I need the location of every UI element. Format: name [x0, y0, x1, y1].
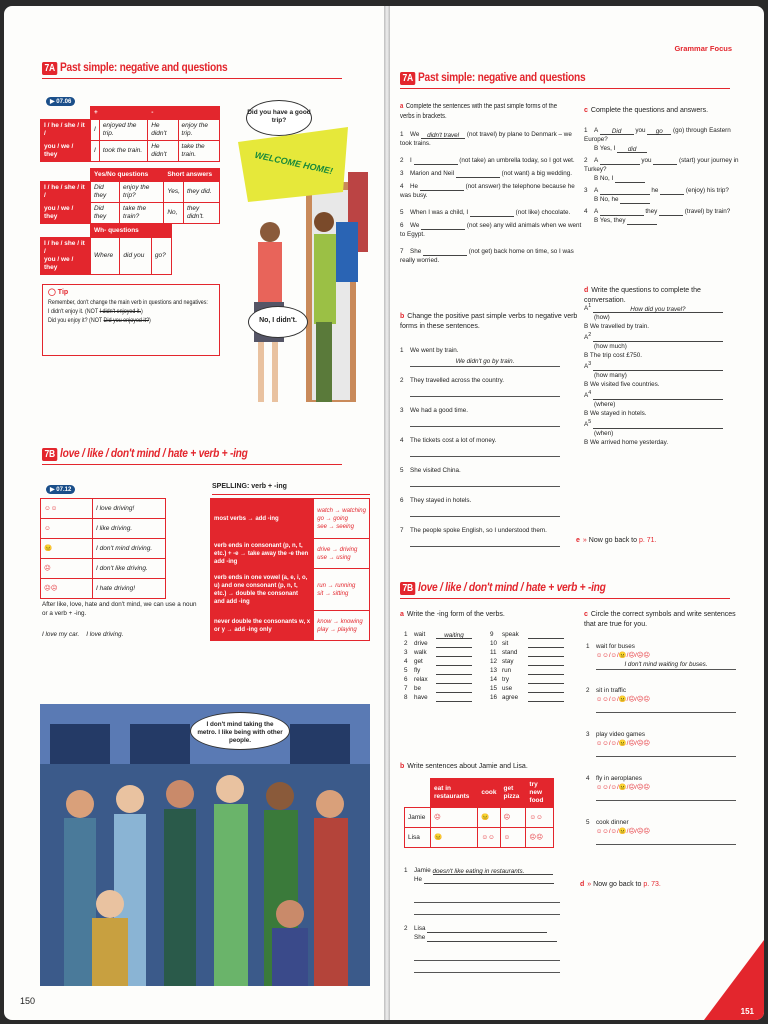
answer-field[interactable] [436, 694, 472, 702]
answer-field[interactable] [436, 676, 472, 684]
grammar-table-questions: Yes/No questions Short answers I / he / she / it / Did they enjoy the trip? Yes, they did. you / we / they Did they take the train? No, they didn't. [40, 168, 220, 224]
section-7b-heading: 7B love / like / don't mind / hate + verb + -ing [400, 580, 642, 595]
list-item: 5 She visited China. [400, 466, 580, 496]
list-item: 2 They travelled across the country. [400, 376, 580, 406]
go-back-7b: d » Now go back to p. 73. [580, 881, 661, 888]
spelling-title: SPELLING: verb + -ing [212, 483, 287, 490]
list-item: 1 A Did you go (go) through Eastern Europe? [584, 127, 731, 143]
page-number-right: 151 [740, 1007, 754, 1016]
arrow-icon: » [587, 881, 592, 888]
answer-field[interactable] [593, 421, 723, 429]
answer-field[interactable] [528, 631, 564, 639]
welcome-banner: WELCOME HOME! [253, 149, 334, 177]
answer-field[interactable] [436, 685, 472, 693]
list-item: 7 be [404, 684, 484, 693]
exercise-7a-c-items [584, 126, 744, 225]
ing-column-2 [490, 630, 580, 702]
list-item: 3 Marion and Neil (not want) a big wedding. [400, 170, 572, 177]
list-item: 5 fly [404, 666, 484, 675]
list-item: 4 get [404, 657, 484, 666]
answer-field[interactable] [596, 844, 736, 845]
list-item: 1 We didn't travel (not travel) by plane to Denmark – we took trains. [400, 131, 572, 147]
face-options[interactable]: ☺☺/☺/😐/☹/☹☹ [596, 784, 650, 791]
grammar-table-positive-negative: + - I / he / she / it / I enjoyed the trip. He didn't enjoy the trip. you / we / they I took the train. He didn't take the train. [40, 106, 220, 162]
answer-field[interactable] [528, 667, 564, 675]
section-rule [400, 88, 730, 89]
answer-field[interactable] [600, 208, 644, 216]
exercise-7b-c-items [586, 642, 736, 862]
list-item: B We stayed in hotels. [584, 410, 647, 418]
right-page [390, 6, 764, 1020]
section-rule [42, 464, 342, 465]
page-corner-decoration [704, 940, 764, 1020]
section-7a-heading [42, 60, 260, 75]
exercise-7a-a-items [400, 130, 582, 273]
list-item: B No, I [584, 174, 744, 183]
answer-field[interactable] [470, 209, 514, 217]
list-item: 3 play video games ☺☺/☺/😐/☹/☹☹ [586, 730, 736, 774]
answer-field[interactable] [436, 649, 472, 657]
note-examples: I love my car. I love driving. [42, 631, 124, 638]
list-item: B We travelled by train. [584, 323, 649, 331]
answer-field[interactable] [627, 217, 657, 225]
metro-illustration [40, 704, 370, 986]
list-item: 9 speak [490, 630, 580, 639]
list-item: 3 A he (enjoy) his trip? [584, 187, 729, 194]
answer-field[interactable] [436, 667, 472, 675]
list-item: 6 We (not see) any wild animals when we went to Egypt. [400, 222, 582, 238]
answer-field[interactable] [424, 876, 554, 884]
list-item: B Yes, I did [584, 144, 744, 153]
answer-field[interactable]: I don't mind waiting for buses. [596, 660, 736, 670]
answer-field[interactable] [414, 157, 458, 165]
answer-field[interactable] [593, 392, 723, 400]
list-item: B Yes, they [584, 216, 744, 225]
page-link[interactable]: p. 71. [638, 537, 657, 544]
answer-field[interactable] [410, 426, 560, 427]
speech-bubble-answer: No, I didn't. [248, 306, 308, 338]
audio-icon[interactable]: ▶ 07.12 [46, 485, 75, 494]
list-item: $A^2$ [584, 331, 746, 342]
list-item: B We visited five countries. [584, 381, 660, 389]
list-item: $A^4$ [584, 389, 746, 400]
lisa-sentences [404, 924, 574, 942]
answer-field[interactable]: doesn't like eating in restaurants. [433, 867, 553, 875]
answer-field[interactable] [436, 658, 472, 666]
list-item: 2 drive [404, 639, 484, 648]
audio-badge[interactable] [46, 478, 75, 496]
list-item: $A^1$ How did you travel? [584, 302, 746, 313]
answer-field[interactable] [600, 157, 640, 165]
tip-line-1: Remember, don't change the main verb in questions and negatives: [48, 299, 208, 306]
answer-field[interactable] [456, 170, 500, 178]
face-options[interactable]: ☺☺/☺/😐/☹/☹☹ [596, 652, 650, 659]
hint: (when) [594, 430, 614, 438]
exercise-7a-b: b Change the positive past simple verbs to negative verb forms in these sentences. [400, 313, 578, 330]
ing-column-1 [404, 630, 484, 702]
list-item: 14 try [490, 675, 580, 684]
hint: (how many) [594, 372, 627, 380]
section-rule [42, 78, 342, 79]
exercise-7a-c: c Complete the questions and answers. [584, 107, 709, 114]
list-item: 15 use [490, 684, 580, 693]
answer-field[interactable] [596, 712, 736, 713]
answer-field[interactable] [596, 800, 736, 801]
list-item: 5 cook dinner ☺☺/☺/😐/☹/☹☹ [586, 818, 736, 862]
list-item: 1 Jamie doesn't like eating in restaurants. [404, 866, 574, 875]
hint: (where) [594, 401, 616, 409]
arrow-icon: » [582, 537, 587, 544]
list-item: 3 walk [404, 648, 484, 657]
answer-line[interactable] [414, 972, 560, 973]
spelling-rule [212, 494, 370, 495]
answer-field[interactable] [620, 196, 650, 204]
answer-field[interactable]: did [617, 145, 647, 153]
list-item: 13 run [490, 666, 580, 675]
answer-field[interactable] [410, 486, 560, 487]
answer-field[interactable] [528, 640, 564, 648]
answer-field[interactable]: We didn't go by train. [410, 357, 560, 367]
answer-field[interactable] [436, 640, 472, 648]
list-item: B The trip cost £750. [584, 352, 642, 360]
list-item: 2 I (not take) an umbrella today, so I got wet. [400, 157, 575, 164]
answer-field[interactable] [427, 934, 557, 942]
list-item: 4 He (not answer) the telephone because he was busy. [400, 183, 575, 199]
face-options[interactable]: ☺☺/☺/😐/☹/☹☹ [596, 696, 650, 703]
answer-field[interactable]: Did [600, 127, 634, 135]
section-rule [400, 598, 730, 599]
page-number-left: 150 [20, 996, 36, 1006]
answer-field[interactable]: waiting [436, 631, 472, 639]
answer-field[interactable]: How did you travel? [593, 305, 723, 313]
answer-field[interactable]: go [647, 127, 671, 135]
list-item: 7 She (not get) back home on time, so I was really worried. [400, 248, 574, 264]
answer-field[interactable] [653, 157, 677, 165]
answer-field[interactable] [410, 456, 560, 457]
answer-field[interactable] [420, 183, 464, 191]
list-item: 4 A they (travel) by train? [584, 208, 731, 215]
list-item: 3 We had a good time. [400, 406, 580, 436]
section-7b-heading: 7B love / like / don't mind / hate + verb + -ing [42, 446, 284, 461]
exercise-7a-d: d Write the questions to complete the conversation. [584, 287, 701, 304]
list-item: 5 When I was a child, I (not like) chocolate. [400, 209, 571, 216]
answer-field[interactable] [528, 649, 564, 657]
go-back-7a: e » Now go back to p. 71. [576, 537, 657, 544]
tip-box: ◯ Tip Remember, don't change the main verb in questions and negatives: I didn't enjoy it. (NOT I didn't enjoyed it.) Did you enjoy it? (NOT Did you enjoyed it?) [42, 284, 220, 356]
answer-field[interactable] [410, 546, 560, 547]
section-tag: 7A [42, 62, 57, 75]
list-item: $A^5$ [584, 418, 746, 429]
list-item: 1 wait for buses ☺☺/☺/😐/☹/☹☹ I don't mind waiting for buses. [586, 642, 736, 686]
answer-field[interactable] [410, 396, 560, 397]
section-7a-heading: 7A Past simple: negative and questions [400, 70, 618, 85]
answer-field[interactable] [596, 756, 736, 757]
answer-field[interactable] [427, 925, 547, 933]
list-item: B No, he [584, 195, 744, 204]
spelling-table: most verbs → add -ing watch → watching go → going see → seeing verb ends in consonant (p, n, t, etc.) + -e → take away the -e then add -ing drive → driving use → using verb ends in one vowel (a, e, i, o, u) and one consonant (p, n, t, etc.) → double the consonant and add -ing run → running sit → sitting never double the consonants w, x or y → add -ing only know → knowing play → playing [210, 498, 370, 641]
list-item: 2 A you (start) your journey in Turkey? [584, 157, 739, 173]
answer-field[interactable] [659, 208, 683, 216]
list-item: 2 Lisa [404, 924, 574, 933]
answer-line[interactable] [414, 914, 560, 915]
list-item: 16 agree [490, 693, 580, 702]
hint: (how) [594, 314, 610, 322]
list-item: 2 sit in traffic ☺☺/☺/😐/☹/☹☹ [586, 686, 736, 730]
speech-bubble-question: Did you have a good trip? [246, 100, 312, 136]
list-item: 1 We went by train. We didn't go by train. [400, 346, 580, 376]
exercise-7a-d-items [584, 302, 746, 447]
answer-field[interactable] [528, 685, 564, 693]
answer-field[interactable] [600, 187, 650, 195]
answer-field[interactable]: didn't travel [421, 131, 465, 139]
list-item: 10 sit [490, 639, 580, 648]
exercise-7b-b: b Write sentences about Jamie and Lisa. [400, 763, 528, 770]
note-text: After like, love, hate and don't mind, we can use a noun or a verb + -ing. [42, 601, 197, 617]
speech-bubble-metro: I don't mind taking the metro. I like being with other people. [190, 712, 290, 750]
answer-field[interactable] [421, 222, 465, 230]
exercise-7b-a: a Write the -ing form of the verbs. [400, 611, 505, 618]
tip-line-2: I didn't enjoy it. (NOT I didn't enjoyed it.) [48, 308, 143, 315]
grammar-focus-header: Grammar Focus [674, 44, 732, 53]
exercise-7b-c: c Circle the correct symbols and write sentences that are true for you. [584, 611, 736, 628]
list-item: He [404, 875, 574, 884]
list-item: 8 have [404, 693, 484, 702]
left-page [4, 6, 384, 1020]
answer-field[interactable] [528, 694, 564, 702]
answer-field[interactable] [528, 676, 564, 684]
list-item: $A^3$ [584, 360, 746, 371]
jamie-sentences [404, 866, 574, 884]
list-item: 4 The tickets cost a lot of money. [400, 436, 580, 466]
answer-field[interactable] [423, 248, 467, 256]
answer-field[interactable] [528, 658, 564, 666]
list-item: 7 The people spoke English, so I understood them. [400, 526, 580, 556]
list-item: 4 fly in aeroplanes ☺☺/☺/😐/☹/☹☹ [586, 774, 736, 818]
list-item: 6 They stayed in hotels. [400, 496, 580, 526]
audio-icon[interactable]: ▶ 07.06 [46, 97, 75, 106]
list-item: 12 stay [490, 657, 580, 666]
page-link[interactable]: p. 73. [643, 881, 661, 888]
face-options[interactable]: ☺☺/☺/😐/☹/☹☹ [596, 740, 650, 747]
answer-field[interactable] [593, 363, 723, 371]
tip-icon: ◯ [48, 289, 56, 296]
list-item: 11 stand [490, 648, 580, 657]
answer-field[interactable] [410, 516, 560, 517]
welcome-home-illustration [228, 92, 374, 412]
answer-field[interactable] [593, 334, 723, 342]
exercise-7a-b-items [400, 346, 580, 556]
answer-field[interactable] [615, 175, 645, 183]
list-item: B We arrived home yesterday. [584, 439, 669, 447]
section-title: Past simple: negative and questions [60, 60, 228, 74]
exercise-7a-a: a Complete the sentences with the past simple forms of the verbs in brackets. [400, 103, 558, 120]
answer-line[interactable] [414, 960, 560, 961]
list-item: 6 relax [404, 675, 484, 684]
hint: (how much) [594, 343, 627, 351]
tip-line-3: Did you enjoy it? (NOT Did you enjoyed it?) [48, 317, 151, 324]
grammar-table-wh-questions: Wh- questions I / he / she / it / you / we / they Where did you go? [40, 224, 172, 275]
list-item: 1 wait waiting [404, 630, 484, 639]
list-item: She [404, 933, 574, 942]
faces-table: ☺☺ I love driving! ☺ I like driving. 😐 I don't mind driving. ☹ I don't like driving. ☹☹ I hate driving! [40, 498, 166, 599]
face-options[interactable]: ☺☺/☺/😐/☹/☹☹ [596, 828, 650, 835]
jamie-lisa-table: eat in restaurants cook get pizza try new food Jamie ☹ 😐 ☹ ☺☺ Lisa 😐 ☺☺ ☺ ☹☹ [404, 778, 554, 848]
answer-field[interactable] [660, 187, 684, 195]
answer-line[interactable] [414, 902, 560, 903]
